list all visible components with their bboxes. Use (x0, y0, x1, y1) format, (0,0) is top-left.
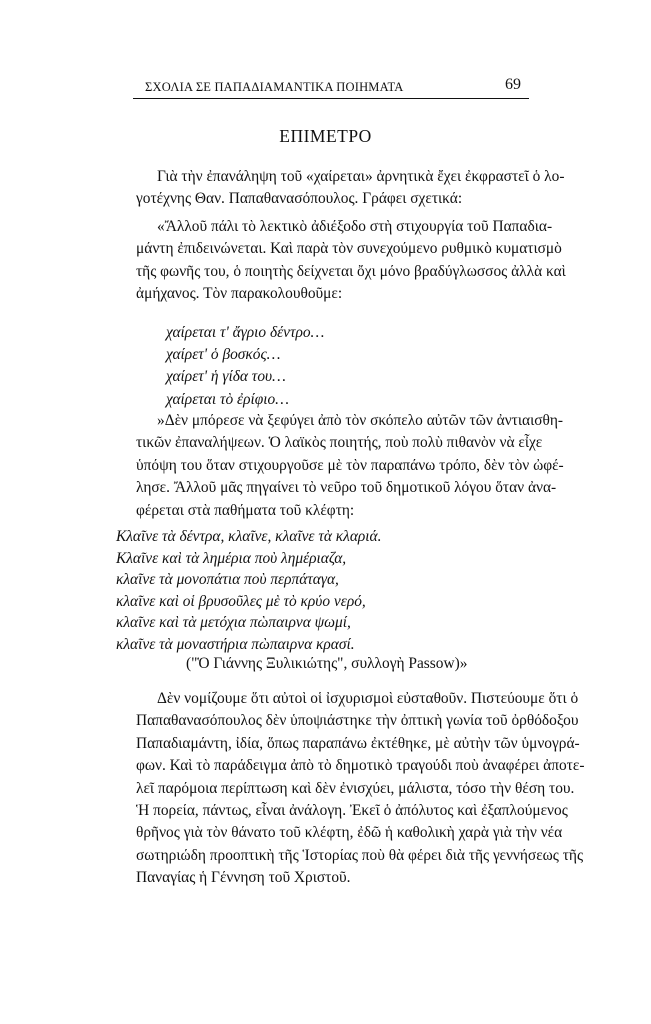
paragraph-2 (136, 216, 566, 306)
text-line: Δὲν νομίζουμε ὅτι αὐτοὶ οἱ ἰσχυρισμοὶ εὐσταθοῦν. Πιστεύουμε ὅτι ὁ (157, 690, 579, 707)
paragraph-4 (136, 688, 585, 890)
text-line: «Ἄλλοῦ πάλι τὸ λεκτικὸ ἀδιέξοδο στὴ στιχουργία τοῦ Παπαδια- (157, 218, 553, 235)
text-line: τικῶν ἐπαναλήψεων. Ὁ λαϊκὸς ποιητής, ποὺ πολὺ πιθανὸν νὰ εἶχε (136, 434, 543, 452)
text-line: ὑπόψη του ὅταν στιχουργοῦσε μὲ τὸν παραπάνω τρόπο, δὲν τὸν ὠφέ- (136, 456, 564, 474)
section-title: ΕΠΙΜΕΤΡΟ (279, 126, 372, 146)
running-header (133, 78, 529, 98)
text-line: μάντη ἐπιδεινώνεται. Καὶ παρὰ τὸν συνεχούμενο ρυθμικὸ κυματισμὸ (136, 240, 562, 258)
text-line: »Δὲν μπόρεσε νὰ ξεφύγει ἀπὸ τὸν σκόπελο αὐτῶν τῶν ἀντιαισθη- (157, 412, 564, 429)
text-line: λησε. Ἄλλοῦ μᾶς πηγαίνει τὸ νεῦρο τοῦ δημοτικοῦ λόγου ὅταν ἀνα- (136, 479, 557, 497)
verse-line: κλαῖνε τὰ μονοπάτια ποὺ περπάταγα, (116, 571, 339, 588)
text-line: Γιὰ τὴν ἐπανάληψη τοῦ «χαίρεται» ἀρνητικὰ ἔχει ἐκφραστεῖ ὁ λο- (157, 168, 565, 185)
verse-line: κλαῖνε καὶ οἱ βρυσοῦλες μὲ τὸ κρύο νερό, (116, 592, 366, 610)
verse-line: χαίρετ' ὁ βοσκός… (166, 346, 281, 364)
text-line: φέρεται στὰ παθήματα τοῦ κλέφτη: (136, 501, 355, 519)
paragraph-3 (136, 410, 564, 522)
verse-line: χαίρεται τ' ἄγριο δέντρο… (166, 324, 325, 341)
text-line: θρῆνος γιὰ τὸν θάνατο τοῦ κλέφτη, ἐδῶ ἡ καθολικὴ χαρὰ γιὰ τὴν νέα (136, 824, 563, 842)
text-line: Παπαθανασόπουλος δὲν ὑποψιάστηκε τὴν ὀπτικὴ γωνία τοῦ ὀρθόδοξου (136, 712, 579, 730)
text-line: λεῖ παρόμοια περίπτωση καὶ δὲν ἐνισχύει, μάλιστα, τόσο τὴν θέση του. (136, 779, 575, 797)
verse-line: κλαῖνε καὶ τὰ μετόχια πὼπαιρνα ψωμί, (116, 614, 351, 631)
text-line: σωτηριώδη προοπτικὴ τῆς Ἱστορίας ποὺ θὰ φέρει διὰ τῆς γεννήσεως τῆς (136, 846, 584, 864)
text-line: φων. Καὶ τὸ παράδειγμα ἀπὸ τὸ δημοτικὸ τραγούδι ποὺ ἀναφέρει ἀποτε- (136, 757, 585, 775)
text-line: τῆς φωνῆς του, ὁ ποιητὴς δείχνεται ὄχι μόνο βραδύγλωσσος ἀλλὰ καὶ (136, 262, 566, 280)
verse-line: Κλαῖνε καὶ τὰ λημέρια ποὺ λημέριαζα, (116, 549, 347, 567)
text-line: Παναγίας ἡ Γέννηση τοῦ Χριστοῦ. (136, 869, 351, 887)
text-line: ἀμήχανος. Τὸν παρακολουθοῦμε: (136, 285, 343, 303)
verse-quote-1 (166, 322, 324, 411)
verse-line: χαίρετ' ἡ γίδα του… (166, 368, 286, 386)
verse-quote-2 (116, 526, 382, 655)
verse-line: Κλαῖνε τὰ δέντρα, κλαῖνε, κλαῖνε τὰ κλαριά. (116, 528, 382, 545)
page-number: 69 (505, 76, 521, 93)
header-rule (133, 98, 529, 99)
text-line: Ἡ πορεία, πάντως, εἶναι ἀνάλογη. Ἐκεῖ ὁ ἀπόλυτος καὶ ἐξαπλούμενος (136, 801, 568, 819)
paragraph-1 (136, 166, 565, 211)
running-title: ΣΧΟΛΙΑ ΣΕ ΠΑΠΑΔΙΑΜΑΝΤΙΚΑ ΠΟΙΗΜΑΤΑ (145, 80, 404, 94)
verse-line: χαίρεται τὸ ἐρίφιο… (166, 390, 289, 408)
verse-line: κλαῖνε τὰ μοναστήρια πὼπαιρνα κρασί. (116, 635, 355, 653)
text-line: Παπαδιαμάντη, ἰδία, ὅπως παραπάνω ἐκτέθηκε, μὲ αὐτὴν τῶν ὑμνογρά- (136, 734, 580, 752)
text-line: γοτέχνης Θαν. Παπαθανασόπουλος. Γράφει σχετικά: (136, 190, 463, 208)
quote-source: ("Ὁ Γιάννης Ξυλικιώτης", συλλογὴ Passow)» (186, 655, 468, 672)
